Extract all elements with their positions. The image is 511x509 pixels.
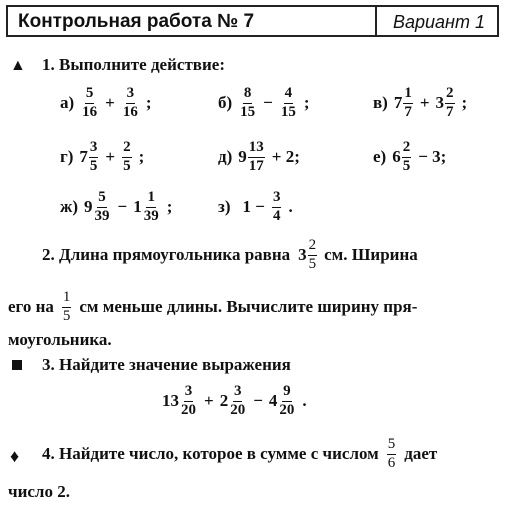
numerator: 13: [248, 140, 265, 158]
fraction: [89, 140, 99, 175]
fraction: [94, 190, 111, 225]
whole-part: 6: [392, 147, 401, 167]
operator: + 2;: [271, 147, 300, 167]
numerator: 4: [284, 86, 294, 104]
task2-num2: 1: [62, 290, 72, 308]
denominator: 7: [404, 103, 412, 120]
task2-line1: [42, 238, 418, 273]
fraction: [143, 190, 160, 225]
denominator: 20: [181, 401, 196, 418]
fraction: [402, 140, 412, 175]
fraction: [122, 86, 139, 121]
header-box: [6, 5, 499, 37]
numerator: 3: [89, 140, 99, 158]
operator: ;: [166, 197, 173, 217]
task2-text-d: см меньше длины. Вычислите ширину пря-: [79, 297, 418, 317]
whole-part: 9: [84, 197, 93, 217]
numerator: 2: [402, 140, 412, 158]
item-label: д): [218, 147, 233, 167]
fraction: [229, 384, 246, 419]
task1-item-c: [373, 86, 473, 121]
numerator: 1: [403, 86, 413, 104]
mixed-number: [84, 190, 112, 225]
numerator: 3: [272, 190, 282, 208]
operator: − 3;: [418, 147, 447, 167]
task2-length-mixed: [298, 238, 318, 273]
whole-part: 7: [79, 147, 88, 167]
fraction: [280, 86, 297, 121]
operator: +: [105, 147, 116, 167]
operator: +: [419, 93, 430, 113]
operator: −: [253, 391, 263, 411]
denominator: 4: [272, 207, 281, 224]
numerator: 3: [126, 86, 136, 104]
mixed-number: [133, 190, 161, 225]
task4-line2: число 2.: [8, 482, 70, 501]
whole-part: 2: [219, 391, 229, 411]
whole-part: 4: [268, 391, 278, 411]
task2-text-c: его на: [8, 297, 54, 317]
item-label: ж): [60, 197, 78, 217]
denominator: 5: [89, 157, 98, 174]
numerator: 5: [97, 190, 107, 208]
task1-item-h: [218, 190, 299, 225]
denominator: 20: [230, 401, 246, 418]
task2-frac: [308, 238, 318, 273]
item-label: г): [60, 147, 74, 167]
denominator: 17: [248, 157, 264, 174]
item-label: в): [373, 93, 388, 113]
operator: −: [117, 197, 128, 217]
task2-den: 5: [308, 255, 317, 272]
numerator: 3: [184, 384, 194, 402]
diamond-icon: ♦: [10, 446, 20, 466]
operator: ;: [145, 93, 152, 113]
denominator: 15: [280, 103, 296, 120]
task1-item-f: [373, 140, 452, 175]
task2-text-b: см. Ширина: [324, 245, 418, 265]
task1-label: 1. Выполните действие:: [42, 55, 225, 74]
operator: ;: [461, 93, 468, 113]
numerator: 2: [122, 140, 132, 158]
mixed-number: [220, 384, 248, 419]
fraction: [445, 86, 455, 121]
task1-item-a: [60, 86, 158, 121]
task2-num: 2: [308, 238, 318, 256]
whole-part: 9: [238, 147, 247, 167]
mixed-number: [269, 384, 297, 419]
task4-den: 6: [387, 454, 396, 471]
task2-frac2: [62, 290, 72, 325]
item-label: е): [373, 147, 387, 167]
denominator: 39: [94, 207, 110, 224]
mixed-number: [392, 140, 412, 175]
denominator: 5: [402, 157, 411, 174]
operator: .: [302, 391, 307, 411]
variant-label: Вариант 1: [393, 12, 485, 32]
task4-num: 5: [387, 437, 397, 455]
denominator: 16: [122, 103, 138, 120]
numerator: 5: [85, 86, 95, 104]
fraction: [272, 190, 282, 225]
fraction: [403, 86, 413, 121]
denominator: 16: [82, 103, 98, 120]
numerator: 1: [146, 190, 156, 208]
mixed-number: [394, 86, 414, 121]
denominator: 39: [143, 207, 159, 224]
numerator: 8: [243, 86, 253, 104]
task2-line3: моугольника.: [8, 330, 112, 349]
operator: +: [204, 391, 214, 411]
operator: ;: [303, 93, 310, 113]
task3-expression: [162, 384, 313, 419]
task1-item-g: [60, 190, 178, 225]
task4-text-b: дает: [404, 444, 438, 464]
whole-part: 3: [435, 93, 445, 113]
fraction: [180, 384, 197, 419]
denominator: 7: [446, 103, 454, 120]
task2-text-a: 2. Длина прямоугольника равна: [42, 245, 291, 265]
item-label: з): [218, 197, 231, 217]
operator: ;: [138, 147, 145, 167]
square-icon: [12, 360, 22, 370]
triangle-icon: ▲: [10, 57, 26, 74]
numerator: 9: [282, 384, 292, 402]
numerator: 3: [233, 384, 243, 402]
denominator: 5: [123, 157, 131, 174]
numerator: 2: [445, 86, 455, 104]
fraction: [239, 86, 256, 121]
denominator: 15: [240, 103, 256, 120]
mixed-number: [436, 86, 456, 121]
operator: −: [263, 93, 273, 113]
mixed-number: [79, 140, 99, 175]
item-label: б): [218, 93, 233, 113]
operator: +: [105, 93, 115, 113]
item-label: а): [60, 93, 75, 113]
task4-text-a: 4. Найдите число, которое в сумме с числом: [42, 444, 379, 464]
whole-part: 1: [133, 197, 142, 217]
fraction: [278, 384, 295, 419]
task1-item-e: [218, 140, 306, 175]
whole-part: 7: [393, 93, 403, 113]
task4-line1: [42, 437, 437, 472]
task2-den2: 5: [62, 307, 71, 324]
mixed-number: [238, 140, 266, 175]
operator: .: [288, 197, 293, 217]
whole-part: 13: [162, 391, 179, 411]
task4-frac: [387, 437, 397, 472]
fraction: [248, 140, 265, 175]
task2-whole: 3: [298, 245, 307, 265]
fraction: [122, 140, 132, 175]
task1-item-b: [218, 86, 316, 121]
denominator: 20: [279, 401, 295, 418]
operator: 1 −: [242, 197, 265, 217]
fraction: [81, 86, 98, 121]
task1-item-d: [60, 140, 150, 175]
task2-line2: [8, 290, 417, 325]
header-divider: [375, 7, 377, 35]
page-title: Контрольная работа № 7: [18, 11, 255, 32]
mixed-number: [162, 384, 198, 419]
task3-label: 3. Найдите значение выражения: [42, 355, 291, 374]
